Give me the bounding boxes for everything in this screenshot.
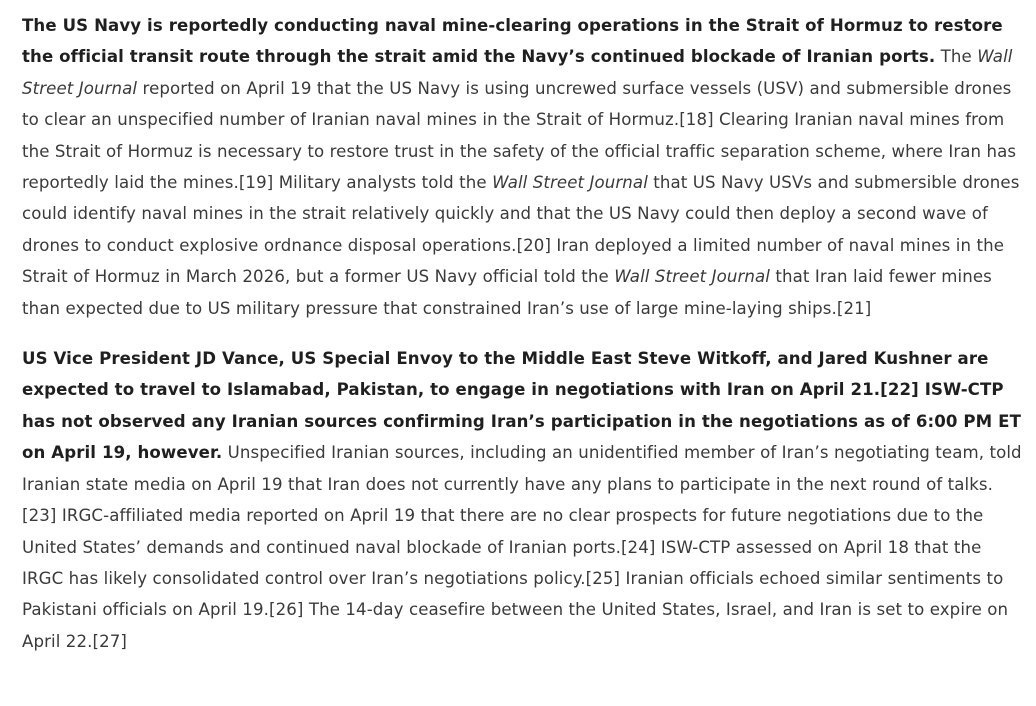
text-run: that US Navy USVs and submersible drones could identify naval mines in the strait relatively quickly and that the US Navy could then deploy a second wave of drones to conduct explosive ordnance disposal operations. <box>22 173 1020 255</box>
article-body <box>22 10 1022 676</box>
citation-21[interactable]: [21] <box>836 298 872 318</box>
publication-name: Wall Street Journal <box>614 267 771 287</box>
text-run: IRGC-affiliated media reported on April 19 that there are no clear prospects for future negotiations due to the United States’ demands and continued naval blockade of Iranian ports. <box>22 506 984 557</box>
text-run: reported on April 19 that the US Navy is using uncrewed surface vessels (USV) and submersible drones to clear an unspecified number of Iranian naval mines in the Strait of Hormuz. <box>22 78 1012 130</box>
citation-19[interactable]: [19] <box>238 173 274 193</box>
text-run: Military analysts told the <box>273 173 493 193</box>
publication-name: Wall Street Journal <box>22 47 1013 98</box>
paragraph-lead: The US Navy is reportedly conducting naval mine-clearing operations in the Strait of Hormuz to restore the official transit route through the strait amid the Navy’s continued blockade of Iranian ports. <box>22 16 1003 67</box>
paragraph-negotiations <box>22 343 1022 657</box>
citation-20[interactable]: [20] <box>516 235 552 255</box>
citation-26[interactable]: [26] <box>269 600 304 620</box>
citation-27[interactable]: [27] <box>92 631 127 651</box>
paragraph-mine-clearing <box>22 10 1022 324</box>
text-run: Clearing Iranian naval mines from the Strait of Hormuz is necessary to restore trust in the safety of the official traffic separation scheme, where Iran has reportedly laid the mines. <box>22 110 1017 193</box>
citation-25[interactable]: [25] <box>585 568 621 588</box>
text-run: that Iran laid fewer mines than expected due to US military pressure that constrained Iran’s use of large mine-laying ships. <box>22 267 992 318</box>
text-run: The 14-day ceasefire between the United States, Israel, and Iran is set to expire on April 22. <box>22 600 1009 651</box>
citation-24[interactable]: [24] <box>620 537 656 557</box>
paragraph-lead: US Vice President JD Vance, US Special Envoy to the Middle East Steve Witkoff, and Jared Kushner are expected to travel to Islamabad, Pakistan, to engage in negotiations with Iran on April 21. <box>22 349 989 400</box>
citation-18[interactable]: [18] <box>679 110 714 130</box>
text-run: Unspecified Iranian sources, including an unidentified member of Iran’s negotiating team, told Iranian state media on April 19 that Iran does not currently have any plans to participate in the next round of talks. <box>22 443 1022 494</box>
publication-name: Wall Street Journal <box>492 173 648 193</box>
text-run: Iran deployed a limited number of naval mines in the Strait of Hormuz in March 2026, but a former US Navy official told the <box>22 235 1005 287</box>
text-run: Iranian officials echoed similar sentiments to Pakistani officials on April 19. <box>22 568 1004 620</box>
text-run: ISW-CTP assessed on April 18 that the IRGC has likely consolidated control over Iran’s negotiations policy. <box>22 537 982 588</box>
citation-22[interactable]: [22] <box>880 380 919 400</box>
text-run: The <box>935 47 978 67</box>
paragraph-lead-continued: ISW-CTP has not observed any Iranian sources confirming Iran’s participation in the negotiations as of 6:00 PM ET on April 19, however. <box>22 380 1021 463</box>
citation-23[interactable]: [23] <box>22 506 57 526</box>
